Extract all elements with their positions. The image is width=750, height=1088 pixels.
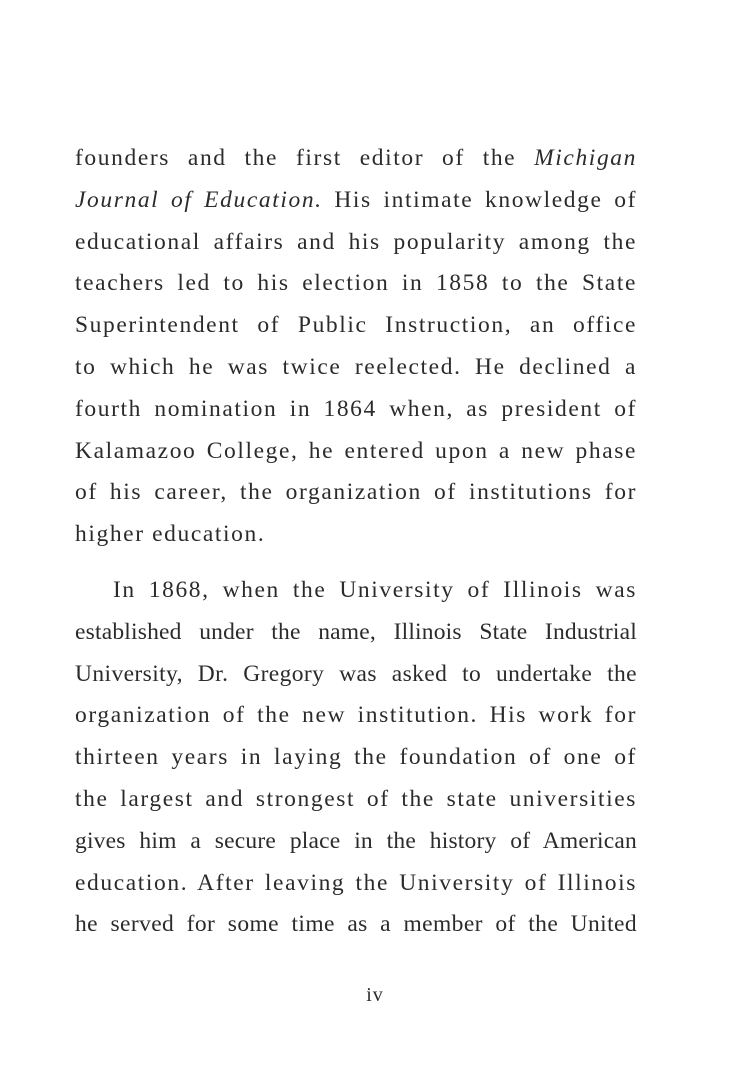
text-line: the largest and strongest of the state universities [75,785,637,812]
text-run: founders and the first editor of the [75,145,535,171]
text-line: established under the name, Illinois State Industrial [75,618,637,645]
text-line: to which he was twice reelected. He declined a [75,353,637,380]
body-text [75,138,637,946]
page-number: iv [366,984,384,1006]
text-line: Kalamazoo College, he entered upon a new phase [75,437,637,464]
paragraph-gap [75,556,637,570]
italic-title: Journal of Education. [75,186,323,213]
text-line [75,138,637,180]
text-run: His intimate knowledge of [322,186,637,213]
text-line: fourth nomination in 1864 when, as president of [75,395,637,422]
text-line: higher education. [75,521,266,548]
text-line: he served for some time as a member of the United [75,911,637,938]
text-line: gives him a secure place in the history of American [75,827,637,854]
text-line: In 1868, when the University of Illinois was [113,576,637,603]
paragraph-2 [75,570,637,946]
text-line: organization of the new institution. His work for [75,702,637,729]
paragraph-1 [75,138,637,556]
text-line: thirteen years in laying the foundation of one of [75,744,637,771]
text-line: educational affairs and his popularity among the [75,228,637,255]
italic-title: Michigan [534,145,637,171]
text-line: teachers led to his election in 1858 to the State [75,270,637,297]
text-line [75,180,637,222]
text-line: education. After leaving the University of Illinois [75,869,637,896]
text-line: of his career, the organization of institutions for [75,479,637,506]
text-line: University, Dr. Gregory was asked to undertake the [75,660,637,687]
text-line: Superintendent of Public Instruction, an office [75,312,637,339]
